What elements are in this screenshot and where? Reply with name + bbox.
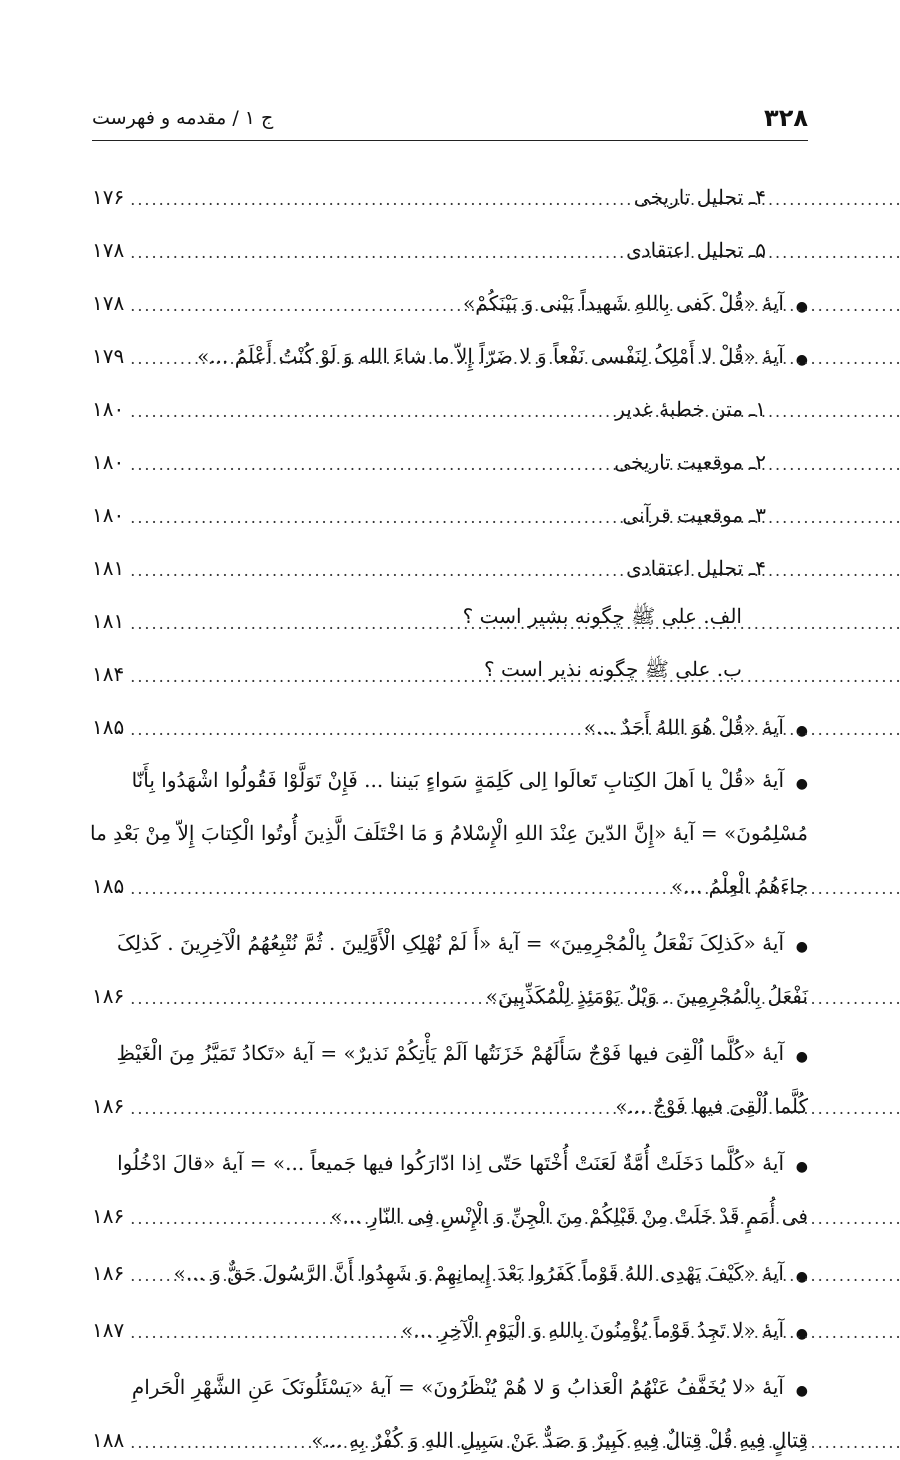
entry-title: ۵ـ تحلیل اعتقادی bbox=[626, 238, 766, 262]
entry-line bbox=[92, 1236, 808, 1289]
entry-title: ب. علی ﷺ چگونه نذیر است ؟ bbox=[484, 657, 742, 681]
bullet-icon: ● bbox=[795, 299, 808, 315]
entry-page-number: ۱۸۶ bbox=[92, 1204, 125, 1228]
entry-page-number: ۱۸۶ bbox=[92, 984, 125, 1008]
dot-leader bbox=[130, 402, 609, 421]
dot-leader bbox=[130, 508, 616, 527]
running-head: ج ۱ / مقدمه و فهرست bbox=[92, 107, 274, 129]
bullet-icon: ● bbox=[795, 939, 808, 955]
toc-entry-multiline bbox=[89, 743, 808, 906]
toc-entry bbox=[92, 531, 808, 584]
dot-leader bbox=[130, 1099, 609, 1118]
bullet-icon: ● bbox=[795, 1326, 808, 1342]
entry-line bbox=[92, 1293, 808, 1346]
entry-title: ۴ـ تحلیل اعتقادی bbox=[626, 556, 766, 580]
page-header bbox=[92, 100, 808, 136]
bullet-icon: ● bbox=[795, 1159, 808, 1175]
toc-entry bbox=[92, 425, 808, 478]
toc-entry bbox=[92, 690, 808, 743]
entry-title: آیهٔ «قُلْ کَفی بِاللهِ شَهیداً بَیْنی وَ بَیْنَکُمْ» bbox=[463, 291, 784, 315]
dot-leader bbox=[130, 614, 456, 633]
toc-entry bbox=[92, 319, 808, 372]
entry-title: الف. علی ﷺ چگونه بشیر است ؟ bbox=[462, 604, 742, 628]
toc-entry-multiline bbox=[92, 906, 808, 1016]
dot-leader bbox=[130, 455, 608, 474]
entry-title-line: نَفْعَلُ بِالْمُجْرِمِینَ . وَیْلٌ یَوْمَئِذٍ لِلْمُکَذِّبِینَ» bbox=[485, 984, 808, 1008]
entry-page-number: ۱۸۶ bbox=[92, 1261, 125, 1285]
dot-leader bbox=[130, 720, 578, 739]
entry-title-line: آیهٔ «کُلَّما دَخَلَتْ أُمَّةٌ لَعَنَتْ أُخْتَها حَتّی اِذا ادّارَکُوا فیها جَمیعاً ...» = آیهٔ «قالَ ادْخُلُوا bbox=[117, 1151, 784, 1175]
entry-title: ۳ـ موقعیت قرآنی bbox=[622, 503, 766, 527]
bullet-icon: ● bbox=[795, 776, 808, 792]
entry-title-line: آیهٔ «لا تَجِدُ قَوْماً یُؤْمِنُونَ بِاللهِ وَ الْیَوْمِ الْآخِرِ ...» bbox=[401, 1318, 784, 1342]
entry-line bbox=[89, 796, 808, 849]
entry-title-line: آیهٔ «لا یُخَفَّفُ عَنْهُمُ الْعَذابُ وَ لا هُمْ یُنْظَرُونَ» = آیهٔ «یَسْئَلُونَکَ عَنِ الشَّهْرِ الْحَرامِ bbox=[131, 1375, 784, 1399]
entry-page-number: ۱۸۰ bbox=[92, 450, 125, 474]
toc-entry-multiline bbox=[92, 1293, 808, 1350]
entry-page-number: ۱۷۸ bbox=[92, 291, 125, 315]
entry-line bbox=[92, 1179, 808, 1232]
entry-page-number: ۱۸۵ bbox=[92, 874, 125, 898]
entry-page-number: ۱۸۱ bbox=[92, 556, 125, 580]
entry-title-line: فی أُمَمٍ قَدْ خَلَتْ مِنْ قَبْلِکُمْ مِنَ الْجِنِّ وَ الْإِنْسِ فِی النّارِ ...» bbox=[330, 1204, 808, 1228]
entry-page-number: ۱۸۷ bbox=[92, 1318, 125, 1342]
toc-entry-multiline bbox=[92, 1350, 808, 1460]
entry-line bbox=[92, 959, 808, 1012]
entry-title: ۲ـ موقعیت تاریخی bbox=[614, 450, 766, 474]
dot-leader bbox=[130, 243, 620, 262]
entry-page-number: ۱۷۶ bbox=[92, 185, 125, 209]
entry-line bbox=[92, 1069, 808, 1122]
entry-page-number: ۱۸۰ bbox=[92, 397, 125, 421]
toc-entry bbox=[92, 372, 808, 425]
entry-title-line: مُسْلِمُونَ» = آیهٔ «إِنَّ الدّینَ عِنْدَ اللهِ الْإِسْلامُ وَ مَا اخْتَلَفَ الَّذِینَ أُوتُوا الْکِتابَ إِلاّ مِنْ بَعْدِ ما bbox=[89, 821, 808, 845]
toc-entry bbox=[92, 213, 808, 266]
dot-leader bbox=[130, 667, 478, 686]
entry-title-line: آیهٔ «کُلَّما اُلْقِیَ فیها فَوْجٌ سَأَلَهُمْ خَزَنَتُها اَلَمْ یَأْتِکُمْ نَذیرٌ» = آیهٔ «تَکادُ تَمَیَّزُ مِنَ الْغَیْظِ bbox=[116, 1041, 784, 1065]
entry-page-number: ۱۸۱ bbox=[92, 609, 125, 633]
entry-page-number: ۱۸۶ bbox=[92, 1094, 125, 1118]
dot-leader bbox=[130, 879, 665, 898]
dot-leader bbox=[130, 1323, 395, 1342]
bullet-icon: ● bbox=[795, 1383, 808, 1399]
entry-page-number: ۱۸۴ bbox=[92, 662, 125, 686]
entry-title: آیهٔ «قُلْ لا أَمْلِکُ لِنَفْسی نَفْعاً وَ لا ضَرّاً إِلاّ ما شاءَ الله وَ لَوْ کُنْتُ أَعْلَمُ ...» bbox=[197, 344, 784, 368]
bullet-icon: ● bbox=[795, 1049, 808, 1065]
toc-entry-multiline bbox=[92, 1126, 808, 1236]
bullet-icon: ● bbox=[795, 723, 808, 739]
dot-leader bbox=[130, 989, 480, 1008]
entry-title-line: قِتالٍ فِیهِ قُلْ قِتالٌ فِیهِ کَبِیرٌ وَ صَدٌّ عَنْ سَبِیلِ اللهِ وَ کُفْرٌ بِهِ ...» bbox=[311, 1428, 808, 1452]
dot-leader bbox=[130, 1433, 305, 1452]
entry-title-line: آیهٔ «قُلْ یا اَهلَ الکِتابِ تَعالَوا اِلی کَلِمَةٍ سَواءٍ بَیننا ... فَإِنْ تَوَلَّوْا فَقُولُوا اشْهَدُوا بِأَنّا bbox=[131, 768, 784, 792]
entry-line bbox=[92, 1350, 808, 1403]
entry-line bbox=[92, 1403, 808, 1456]
toc-entry bbox=[92, 478, 808, 531]
toc-entry bbox=[92, 584, 808, 637]
entry-title-line: کُلَّما اُلْقِیَ فیها فَوْجٌ ...» bbox=[615, 1094, 808, 1118]
toc-entry-multiline bbox=[92, 1236, 808, 1293]
page-number: ۳۲۸ bbox=[764, 104, 808, 132]
table-of-contents bbox=[89, 160, 808, 1460]
toc-entry bbox=[92, 637, 808, 690]
entry-line bbox=[92, 849, 808, 902]
dot-leader bbox=[130, 190, 628, 209]
bullet-icon: ● bbox=[795, 1269, 808, 1285]
dot-leader bbox=[130, 1266, 167, 1285]
toc-entry bbox=[92, 160, 808, 213]
entry-title-line: جاءَهُمُ الْعِلْمُ ...» bbox=[671, 874, 808, 898]
entry-title-line: آیهٔ «کَیْفَ یَهْدِی اللهُ قَوْماً کَفَرُوا بَعْدَ إِیمانِهِمْ وَ شَهِدُوا أَنَّ الرَّسُولَ حَقٌّ وَ ...» bbox=[173, 1261, 784, 1285]
entry-page-number: ۱۸۸ bbox=[92, 1428, 125, 1452]
entry-title-line: آیهٔ «کَذلِکَ نَفْعَلُ بِالْمُجْرِمِینَ» = آیهٔ «أَ لَمْ نُهْلِکِ الْأَوَّلِینَ . ثُمَّ نُتْبِعُهُمُ الْآخِرِینَ . کَذلِکَ bbox=[116, 931, 784, 955]
entry-page-number: ۱۸۰ bbox=[92, 503, 125, 527]
entry-title: آیهٔ «قُلْ هُوَ اللهُ أَحَدٌ ...» bbox=[583, 715, 784, 739]
dot-leader bbox=[130, 561, 620, 580]
toc-entry-multiline bbox=[92, 1016, 808, 1126]
entry-page-number: ۱۷۸ bbox=[92, 238, 125, 262]
entry-page-number: ۱۷۹ bbox=[92, 344, 125, 368]
entry-title: ۴ـ تحلیل تاریخی bbox=[633, 185, 766, 209]
entry-title: ۱ـ متن خطبهٔ غدیر bbox=[615, 397, 766, 421]
dot-leader bbox=[130, 349, 191, 368]
bullet-icon: ● bbox=[795, 352, 808, 368]
entry-line bbox=[92, 1016, 808, 1069]
dot-leader bbox=[130, 1209, 324, 1228]
entry-line bbox=[92, 1126, 808, 1179]
header-rule bbox=[92, 140, 808, 141]
toc-entry bbox=[92, 266, 808, 319]
entry-line bbox=[92, 743, 808, 796]
dot-leader bbox=[130, 296, 457, 315]
entry-line bbox=[92, 906, 808, 959]
entry-page-number: ۱۸۵ bbox=[92, 715, 125, 739]
